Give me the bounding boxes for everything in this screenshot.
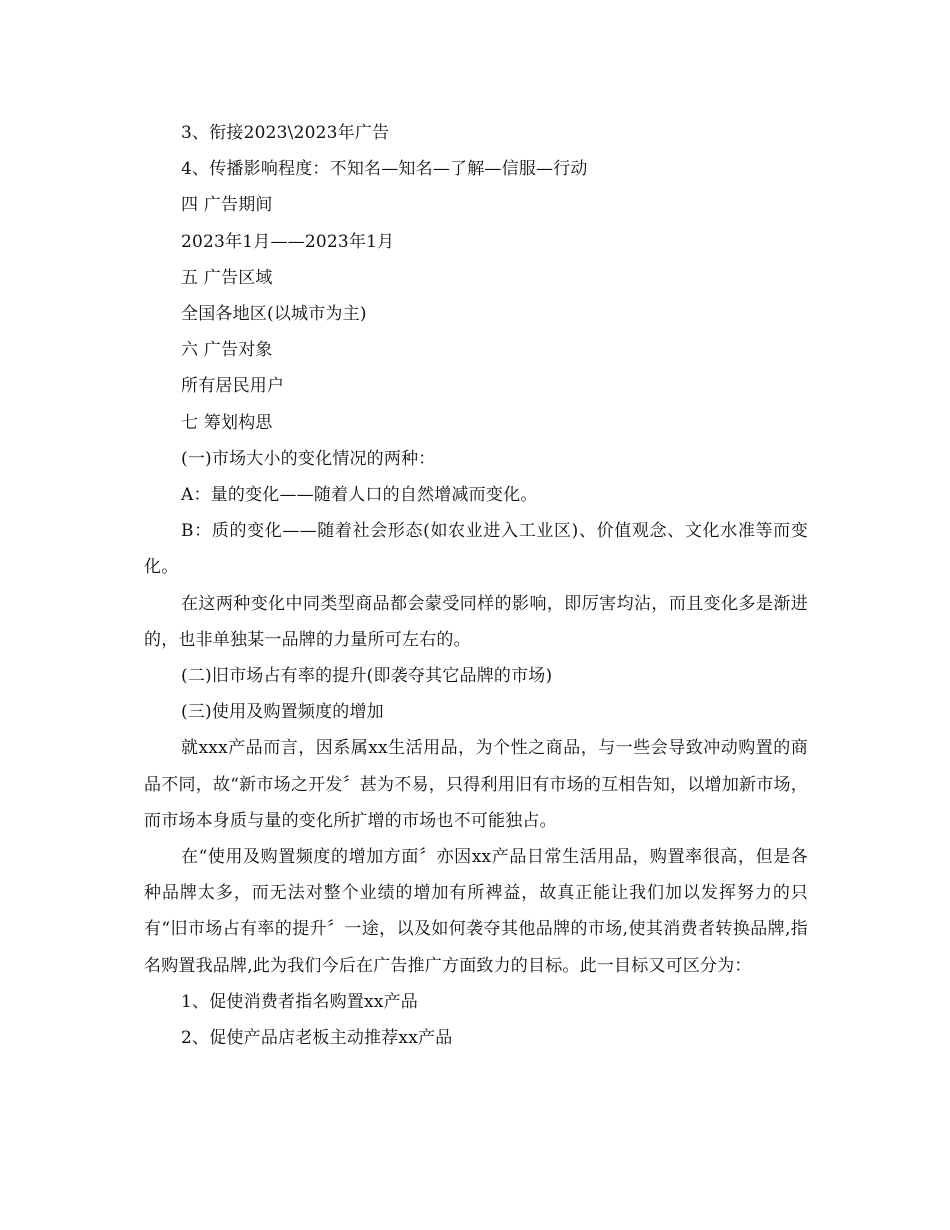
subsection-heading: (三)使用及购置频度的增加 [181,702,384,723]
section-heading: 四 广告期间 [181,195,273,216]
text-line: 2023年1月——2023年1月 [181,231,395,252]
subsection-heading: (二)旧市场占有率的提升(即袭夺其它品牌的市场) [181,666,553,687]
section-heading: 五 广告区域 [181,267,273,288]
text-line: 全国各地区(以城市为主) [181,304,367,325]
subsection-heading: (一)市场大小的变化情况的两种： [181,448,436,469]
paragraph: 在“使用及购置频度的增加方面〞亦因xx产品日常生活用品，购置率很高，但是各种品牌太多，而无法对整个业绩的增加有所裨益，故真正能让我们加以发挥努力的只有“旧市场占有率的提升〞一途，以及如何袭夺其他品牌的市场,使其消费者转换品牌,指名购置我品牌,此为我们今后在广告推广方面致力的目标。此一目标又可区分为： [144,847,808,976]
text-line: 所有居民用户 [181,376,285,397]
document-body [144,115,808,1056]
section-heading: 六 广告对象 [181,340,273,361]
list-item: 1、促使消费者指名购置xx产品 [181,991,418,1012]
paragraph: 在这两种变化中同类型商品都会蒙受同样的影响，即厉害均沾，而且变化多是渐进的，也非单独某一品牌的力量所可左右的。 [144,593,808,650]
text-line: 4、传播影响程度：不知名—知名—了解—信服—行动 [181,159,588,180]
text-line: 3、衔接2023\2023年广告 [181,123,390,143]
section-heading: 七 筹划构思 [181,412,273,433]
list-item: 2、促使产品店老板主动推荐xx产品 [181,1028,453,1049]
paragraph: 就xxx产品而言，因系属xx生活用品，为个性之商品，与一些会导致冲动购置的商品不同，故“新市场之开发〞甚为不易，只得利用旧有市场的互相告知，以增加新市场，而市场本身质与量的变化所扩增的市场也不可能独占。 [144,738,808,831]
text-line: A：量的变化——随着人口的自然增减而变化。 [181,485,538,506]
paragraph: B：质的变化——随着社会形态(如农业进入工业区)、价值观念、文化水准等而变化。 [144,521,808,578]
